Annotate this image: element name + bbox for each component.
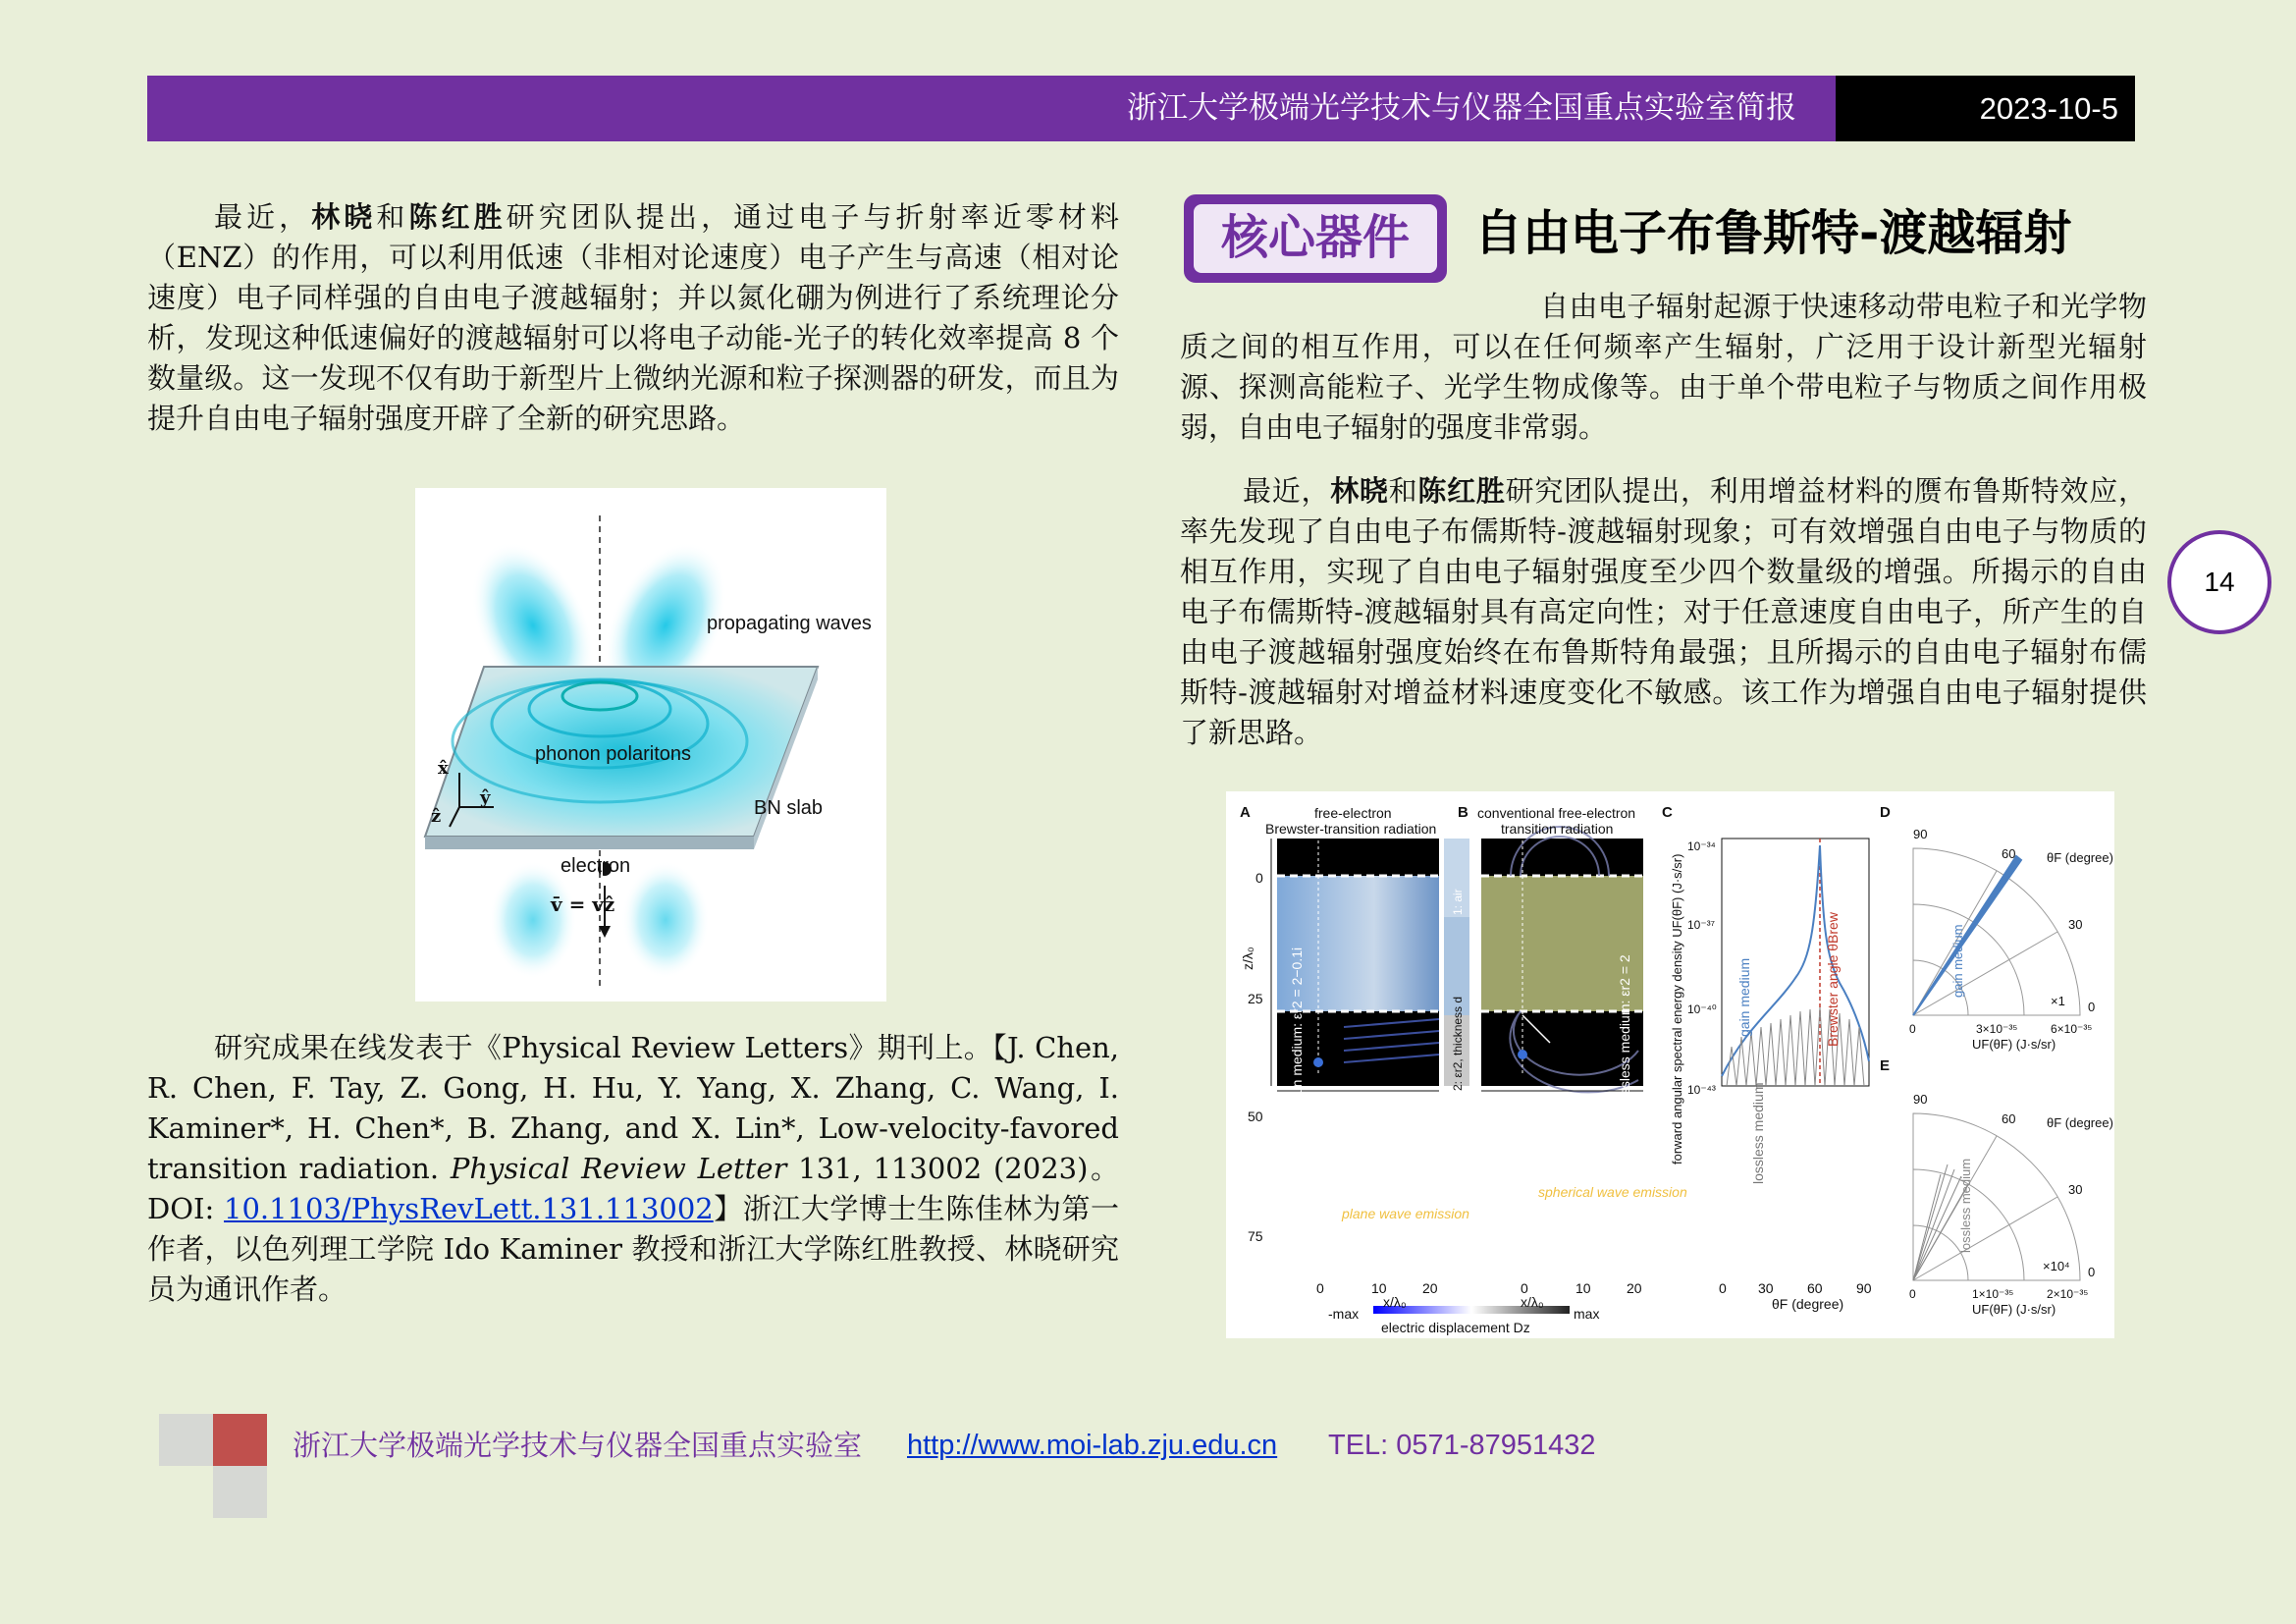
section-tag-label: 核心器件 xyxy=(1194,204,1437,273)
x-axis-label: x̂ xyxy=(438,758,449,779)
d-tick-60: 60 xyxy=(2002,846,2016,861)
phonon-polaritons-label: phonon polaritons xyxy=(535,743,692,765)
right-paragraph-1: 自由电子辐射起源于快速移动带电粒子和光学物质之间的相互作用，可以在任何频率产生辐射，广泛用于设计新型光辐射源、探测高能粒子、光学生物成像等。由于单个带电粒子与物质之间作用极弱，自由电子辐射的强度非常弱。 xyxy=(1180,290,2147,444)
e-tick-90: 90 xyxy=(1913,1092,1928,1107)
spherical-wave-label: spherical wave emission xyxy=(1538,1184,1687,1200)
footer-square-red xyxy=(213,1414,267,1466)
y-tick: 0 xyxy=(1255,870,1263,886)
d-angle-label: θF (degree) xyxy=(2047,850,2113,865)
x-tick: 0 xyxy=(1521,1280,1528,1296)
electron-velocity-label: v=0.5c xyxy=(1499,1216,1540,1231)
velocity-label: v̄ = vẑ xyxy=(551,893,615,916)
panel-c-x-axis-title: θF (degree) xyxy=(1772,1296,1844,1312)
doi-link[interactable]: 10.1103/PhysRevLett.131.113002 xyxy=(224,1192,714,1225)
gain-medium-label: gain medium: εr2 = 2−0.1i xyxy=(1289,947,1305,1106)
d-gain-label: gain medium xyxy=(1950,924,1965,998)
newsletter-date: 2023-10-5 xyxy=(1979,91,2118,126)
electron-label: electron xyxy=(561,855,631,877)
panel-a-title: free-electron xyxy=(1314,805,1392,821)
panel-b-title: conventional free-electron xyxy=(1477,805,1636,821)
panel-a-subtitle: Brewster-transition radiation xyxy=(1265,821,1437,837)
panel-label-d: D xyxy=(1880,804,1891,821)
e-x-tick: 2×10⁻³⁵ xyxy=(2047,1287,2089,1301)
d-tick-30: 30 xyxy=(2068,917,2083,932)
e-x-tick: 0 xyxy=(1909,1287,1916,1301)
d-x-tick: 0 xyxy=(1909,1022,1916,1036)
author-name: 陈红胜 xyxy=(408,200,507,234)
y-axis-title: z/λ₀ xyxy=(1240,947,1255,970)
d-x-tick: 3×10⁻³⁵ xyxy=(1976,1022,2018,1036)
author-name: 林晓 xyxy=(1330,474,1389,508)
c-y-tick: 10⁻⁴³ xyxy=(1687,1083,1716,1097)
x-tick: 20 xyxy=(1422,1280,1438,1296)
footer-telephone: TEL: 0571-87951432 xyxy=(1328,1430,1596,1461)
region-2-label: 2: εr2, thickness d xyxy=(1451,996,1465,1091)
x-tick: 20 xyxy=(1627,1280,1642,1296)
e-angle-label: θF (degree) xyxy=(2047,1115,2113,1130)
c-x-tick: 90 xyxy=(1856,1280,1872,1296)
theta-f-label: θF xyxy=(1524,1145,1541,1161)
panel-label-a: A xyxy=(1240,804,1251,821)
e-lossless-label: lossless medium xyxy=(1958,1158,1973,1253)
d-x-axis-title: UF(θF) (J·s/sr) xyxy=(1972,1037,2056,1052)
right-paragraph-2: 最近，林晓和陈红胜研究团队提出，利用增益材料的赝布鲁斯特效应，率先发现了自由电子布儒斯特-渡越辐射现象；可有效增强自由电子与物质的相互作用，实现了自由电子辐射强度至少四个数量级的增强。所揭示的自由电子布儒斯特-渡越辐射具有高定向性；对于任意速度自由电子，所产生的自由电子渡越辐射强度始终在布鲁斯特角最强；且所揭示的自由电子辐射布儒斯特-渡越辐射对增益材料速度变化不敏感。该工作为增强自由电子辐射提供了新思路。 xyxy=(1180,474,2147,749)
e-tick-0: 0 xyxy=(2088,1265,2096,1279)
left-paragraph-2: 研究成果在线发表于《Physical Review Letters》期刊上。【J. Chen, R. Chen, F. Tay, Z. Gong, H. Hu, Y. Yang, X. Zhang, C. Wang, I. Kaminer*, H. Chen*, B. Zhang, and X. Lin*, Low-velocity-favored transition radiation. Physical Review Letter 131, 113002 (2023)。 DOI: 10.1103/PhysRevLett.131.113002】浙江大学博士生陈佳林为第一作者，以色列理工学院 Ido Kaminer 教授和浙江大学陈红胜教授、林晓研究员为通讯作者。 xyxy=(147,1031,1119,1306)
section-tag xyxy=(1184,194,1447,283)
c-gain-label: gain medium xyxy=(1736,957,1752,1037)
z-axis-label: ẑ xyxy=(431,806,442,827)
lossless-medium-label: lossless medium: εr2 = 2 xyxy=(1617,954,1632,1106)
e-tick-30: 30 xyxy=(2068,1182,2083,1197)
phonon-polariton-figure xyxy=(415,488,886,1001)
author-name: 林晓 xyxy=(311,200,377,234)
page-number-badge: 14 xyxy=(2167,530,2271,634)
footer-square-gray xyxy=(213,1466,267,1518)
panel-label-c: C xyxy=(1662,804,1673,821)
c-x-tick: 60 xyxy=(1807,1280,1823,1296)
x-tick: 10 xyxy=(1575,1280,1591,1296)
e-x-axis-title: UF(θF) (J·s/sr) xyxy=(1972,1302,2056,1317)
c-x-tick: 30 xyxy=(1758,1280,1774,1296)
journal-name: Physical Review Letter xyxy=(450,1152,787,1185)
left-paragraph-1: 最近，林晓和陈红胜研究团队提出，通过电子与折射率近零材料（ENZ）的作用，可以利用低速（非相对论速度）电子产生与高速（相对论速度）电子同样强的自由电子渡越辐射；并以氮化硼为例进行了系统理论分析，发现这种低速偏好的渡越辐射可以将电子动能-光子的转化效率提高 8 个数量级。这一发现不仅有助于新型片上微纳光源和粒子探测器的研发，而且为提升自由电子辐射强度开辟了全新的研究思路。 xyxy=(147,200,1119,435)
panel-c-y-axis-title: forward angular spectral energy density UF(θF) (J·s/sr) xyxy=(1670,853,1684,1164)
scale-x10-label: ×10 xyxy=(1617,1259,1640,1274)
c-x-tick: 0 xyxy=(1719,1280,1727,1296)
colorbar-max: max xyxy=(1574,1306,1600,1322)
footer-website-link[interactable]: http://www.moi-lab.zju.edu.cn xyxy=(907,1430,1278,1461)
plane-wave-label: plane wave emission xyxy=(1342,1206,1469,1221)
bn-slab-label: BN slab xyxy=(754,797,824,819)
panel-b-subtitle: transition radiation xyxy=(1501,821,1614,837)
c-y-tick: 10⁻³⁴ xyxy=(1687,839,1716,853)
newsletter-title: 浙江大学极端光学技术与仪器全国重点实验室简报 xyxy=(1127,90,1796,126)
colorbar-label: electric displacement Dz xyxy=(1381,1320,1530,1335)
propagating-waves-label: propagating waves xyxy=(707,613,872,634)
x-tick: 0 xyxy=(1316,1280,1324,1296)
footer-lab-name: 浙江大学极端光学技术与仪器全国重点实验室 xyxy=(293,1429,863,1462)
d-x-tick: 6×10⁻³⁵ xyxy=(2051,1022,2093,1036)
footer-square-gray xyxy=(159,1414,213,1466)
x-tick: 10 xyxy=(1371,1280,1387,1296)
y-tick: 50 xyxy=(1248,1109,1263,1124)
brewster-transition-figure xyxy=(1226,791,2114,1338)
d-tick-0: 0 xyxy=(2088,1000,2096,1014)
x-axis-title: x/λ₀ xyxy=(1383,1294,1407,1310)
e-tick-60: 60 xyxy=(2002,1111,2016,1126)
colorbar-min: -max xyxy=(1328,1306,1360,1322)
author-name: 陈红胜 xyxy=(1417,474,1506,508)
e-scale-label: ×10⁴ xyxy=(2043,1259,2070,1273)
y-axis-label: ŷ xyxy=(480,787,491,808)
panel-label-b: B xyxy=(1458,804,1468,821)
x-axis-title: x/λ₀ xyxy=(1521,1294,1544,1310)
d-scale-label: ×1 xyxy=(2051,994,2065,1008)
c-y-tick: 10⁻³⁷ xyxy=(1687,918,1716,932)
c-y-tick: 10⁻⁴⁰ xyxy=(1687,1002,1717,1016)
c-brewster-label: Brewster angle θBrew xyxy=(1825,912,1841,1047)
k-vector-label: k xyxy=(1568,1127,1575,1143)
region-3-label: 3: air xyxy=(1451,1158,1465,1184)
electron-label: electron xyxy=(1497,1235,1546,1251)
region-1-label: 1: air xyxy=(1451,889,1465,915)
section-title: 自由电子布鲁斯特-渡越辐射 xyxy=(1474,205,2072,261)
y-tick: 25 xyxy=(1248,991,1263,1006)
panel-label-e: E xyxy=(1880,1057,1891,1074)
e-x-tick: 1×10⁻³⁵ xyxy=(1972,1287,2014,1301)
c-lossless-label: lossless medium xyxy=(1750,1082,1766,1184)
scale-x1-label: ×1 xyxy=(1418,1259,1434,1274)
y-tick: 75 xyxy=(1248,1228,1263,1244)
d-tick-90: 90 xyxy=(1913,827,1928,841)
